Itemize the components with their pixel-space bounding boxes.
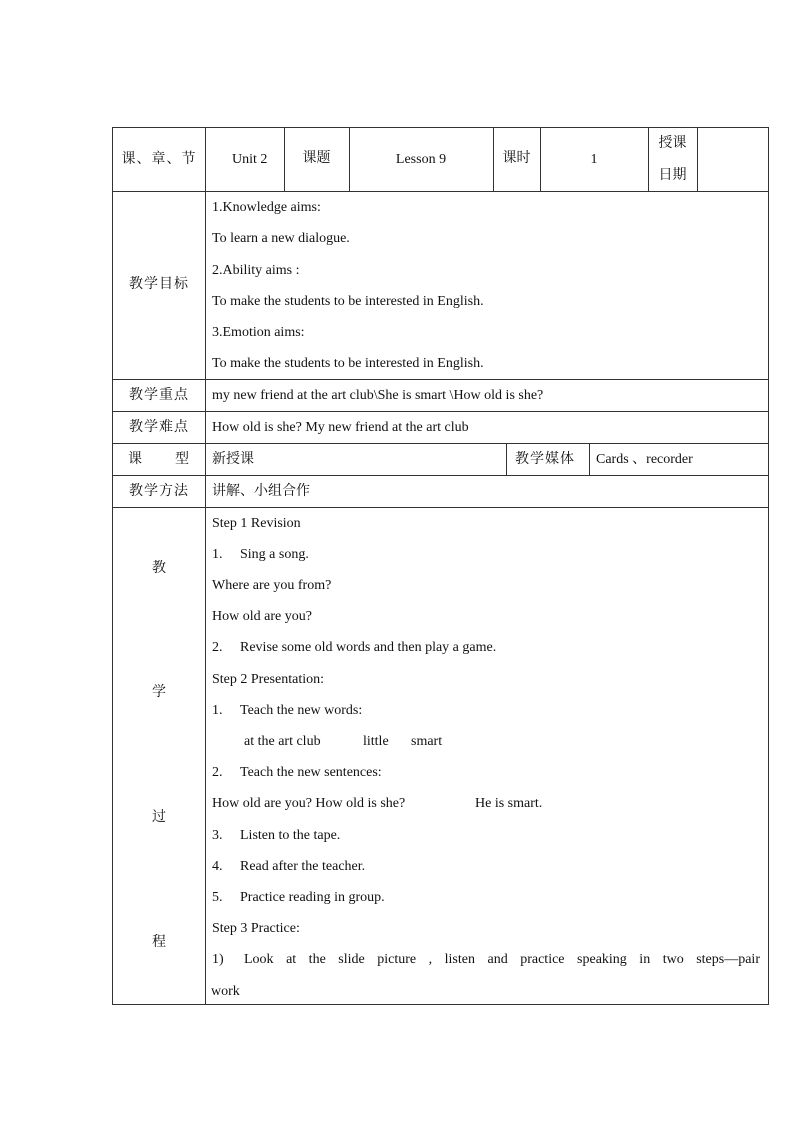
sentences-a: How old are you? How old is she?	[212, 796, 406, 811]
goals-label: 教学目标	[129, 277, 189, 292]
period-label: 课时	[502, 151, 531, 166]
step1-line-2: Where are you from?	[212, 578, 332, 593]
difficulties-value: How old is she? My new friend at the art club	[212, 420, 469, 435]
step2-item-1: Teach the new words:	[240, 703, 363, 718]
goal-line-2: To learn a new dialogue.	[212, 231, 350, 246]
step2-title: Step 2 Presentation:	[212, 672, 324, 687]
step1-title: Step 1 Revision	[212, 516, 301, 531]
period-value: 1	[590, 152, 598, 167]
word-2: little	[363, 734, 389, 749]
goal-line-6: To make the students to be interested in English.	[212, 356, 484, 371]
methods-label: 教学方法	[129, 484, 189, 499]
step2-item-2: Teach the new sentences:	[240, 765, 382, 780]
lesson-type-value: 新授课	[212, 452, 254, 467]
goal-line-3: 2.Ability aims :	[212, 263, 300, 278]
step2-item-5: Practice reading in group.	[240, 890, 385, 905]
step3-item-1: Look at the slide picture , listen and practice speaking in two steps—pair	[244, 952, 760, 967]
word-1: at the art club	[244, 734, 321, 749]
chapter-value: Unit 2	[232, 152, 268, 167]
goal-line-1: 1.Knowledge aims:	[212, 200, 321, 215]
step2-item-4-num: 4.	[212, 859, 223, 874]
step2-item-2-num: 2.	[212, 765, 223, 780]
difficulties-label: 教学难点	[129, 420, 189, 435]
date-label-line-1: 授课	[658, 136, 687, 151]
topic-label: 课题	[302, 151, 331, 166]
lesson-type-label-1: 课	[128, 452, 142, 467]
step2-item-3: Listen to the tape.	[240, 828, 341, 843]
word-3: smart	[411, 734, 443, 749]
step2-item-4: Read after the teacher.	[240, 859, 366, 874]
lesson-type-label-2: 型	[175, 452, 189, 467]
step1-item-2-num: 2.	[212, 640, 223, 655]
methods-value: 讲解、小组合作	[212, 484, 310, 499]
key-points-label: 教学重点	[129, 388, 189, 403]
step2-item-3-num: 3.	[212, 828, 223, 843]
step3-title: Step 3 Practice:	[212, 921, 300, 936]
step1-item-2: Revise some old words and then play a game.	[240, 640, 497, 655]
process-label-char-3: 过	[152, 810, 166, 825]
date-label-line-2: 日期	[658, 168, 687, 183]
step2-item-1-num: 1.	[212, 703, 223, 718]
goal-line-4: To make the students to be interested in English.	[212, 294, 484, 309]
process-label-char-1: 教	[152, 561, 166, 576]
goal-line-5: 3.Emotion aims:	[212, 325, 305, 340]
topic-value: Lesson 9	[395, 152, 447, 167]
step1-item-1-num: 1.	[212, 547, 223, 562]
chapter-label: 课、章、节	[121, 152, 197, 167]
step1-line-3: How old are you?	[212, 609, 312, 624]
process-label-char-2: 学	[152, 685, 166, 700]
step3-item-1-num: 1)	[212, 952, 224, 967]
media-label: 教学媒体	[515, 452, 575, 467]
lesson-plan-grid	[112, 127, 769, 1005]
step2-item-5-num: 5.	[212, 890, 223, 905]
step3-item-1-cont: work	[211, 984, 240, 999]
key-points-value: my new friend at the art club\She is smart \How old is she?	[212, 388, 544, 403]
sentences-b: He is smart.	[475, 796, 543, 811]
process-label-char-4: 程	[152, 935, 166, 950]
media-value: Cards 、recorder	[596, 452, 693, 467]
step1-item-1: Sing a song.	[240, 547, 309, 562]
